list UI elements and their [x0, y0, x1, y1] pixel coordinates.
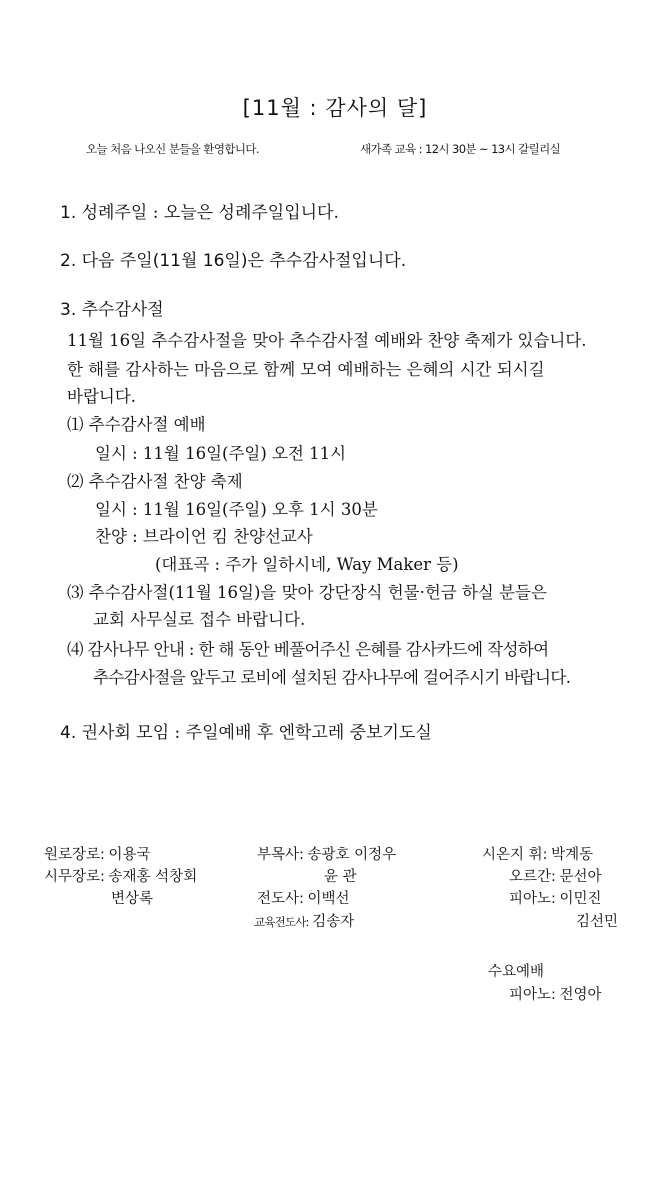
sub-item-3-line: ⑶ 추수감사절(11월 16일)을 맞아 강단장식 헌물·헌금 하실 분들은 — [67, 583, 547, 602]
staff-name: 윤 관 — [324, 869, 357, 885]
staff-name: 송광호 이정우 — [307, 847, 397, 863]
sub-item-1-time: 일시 : 11월 16일(주일) 오전 11시 — [95, 444, 347, 463]
staff-name: 문선아 — [559, 869, 602, 885]
staff-wednesday-pianist — [509, 983, 602, 1004]
staff-edu-evangelist — [254, 910, 354, 931]
announcement-3-title: 3. 추수감사절 — [60, 300, 164, 320]
staff-label: 피아노: — [509, 891, 556, 907]
staff-name: 김송자 — [312, 914, 355, 930]
announcement-1-text: : 오늘은 성례주일입니다. — [147, 203, 339, 223]
staff-organist — [509, 865, 602, 886]
staff-elder-emeritus — [44, 843, 151, 864]
staff-name: 김선민 — [576, 914, 619, 930]
staff-label: 오르간: — [509, 869, 556, 885]
sub-item-2-songs: (대표곡 : 주가 일하시네, Way Maker 등) — [155, 555, 459, 574]
staff-name: 박계동 — [551, 847, 594, 863]
announcement-3-intro-line: 바랍니다. — [67, 387, 137, 406]
announcement-1 — [60, 198, 339, 223]
sub-item-3-line: 교회 사무실로 접수 바랍니다. — [93, 610, 306, 629]
sub-item-1-title: ⑴ 추수감사절 예배 — [67, 415, 206, 434]
staff-name: 이백선 — [307, 891, 350, 907]
welcome-text: 오늘 처음 나오신 분들을 환영합니다. — [86, 142, 259, 156]
staff-office-elder — [44, 865, 197, 886]
announcement-4-text: : 주일예배 후 엔학고레 중보기도실 — [169, 723, 432, 743]
staff-label: 시무장로: — [44, 869, 105, 885]
announcement-4-title: 4. 권사회 모임 — [60, 723, 170, 743]
sub-item-2-time: 일시 : 11월 16일(주일) 오후 1시 30분 — [95, 500, 378, 519]
staff-evangelist — [257, 887, 350, 908]
staff-label: 시온지 휘: — [482, 847, 548, 863]
announcement-3-intro-line: 한 해를 감사하는 마음으로 함께 모여 예배하는 은혜의 시간 되시길 — [67, 360, 545, 379]
sub-item-4-line: 추수감사절을 앞두고 로비에 설치된 감사나무에 걸어주시기 바랍니다. — [93, 668, 571, 687]
staff-pianist — [509, 887, 602, 908]
sub-item-2-title: ⑵ 추수감사절 찬양 축제 — [67, 472, 243, 491]
announcement-1-title: 1. 성례주일 — [60, 203, 148, 223]
wednesday-service-label: 수요예배 — [488, 964, 545, 980]
staff-label: 전도사: — [257, 891, 304, 907]
staff-name: 이용국 — [108, 847, 151, 863]
announcement-3-intro-line: 11월 16일 추수감사절을 맞아 추수감사절 예배와 찬양 축제가 있습니다. — [67, 331, 587, 350]
announcement-4 — [60, 718, 432, 743]
sub-item-4-line: ⑷ 감사나무 안내 : 한 해 동안 베풀어주신 은혜를 감사카드에 작성하여 — [67, 640, 549, 659]
staff-name: 전영아 — [559, 987, 602, 1003]
education-info: 새가족 교육 : 12시 30분 ~ 13시 갈릴리실 — [360, 142, 561, 156]
staff-name: 이민진 — [559, 891, 602, 907]
sub-item-2-praise: 찬양 : 브라이언 킴 찬양선교사 — [95, 527, 313, 546]
staff-label: 교육전도사: — [254, 915, 309, 929]
staff-label: 원로장로: — [44, 847, 105, 863]
announcement-2: 2. 다음 주일(11월 16일)은 추수감사절입니다. — [60, 251, 407, 271]
staff-choir-conductor — [482, 843, 593, 864]
staff-label: 부목사: — [257, 847, 304, 863]
staff-name: 변상록 — [111, 891, 154, 907]
staff-label: 피아노: — [509, 987, 556, 1003]
page-title: [11월 : 감사의 달] — [242, 96, 428, 120]
staff-name: 송재홍 석창회 — [108, 869, 198, 885]
staff-assoc-pastor — [257, 843, 396, 864]
